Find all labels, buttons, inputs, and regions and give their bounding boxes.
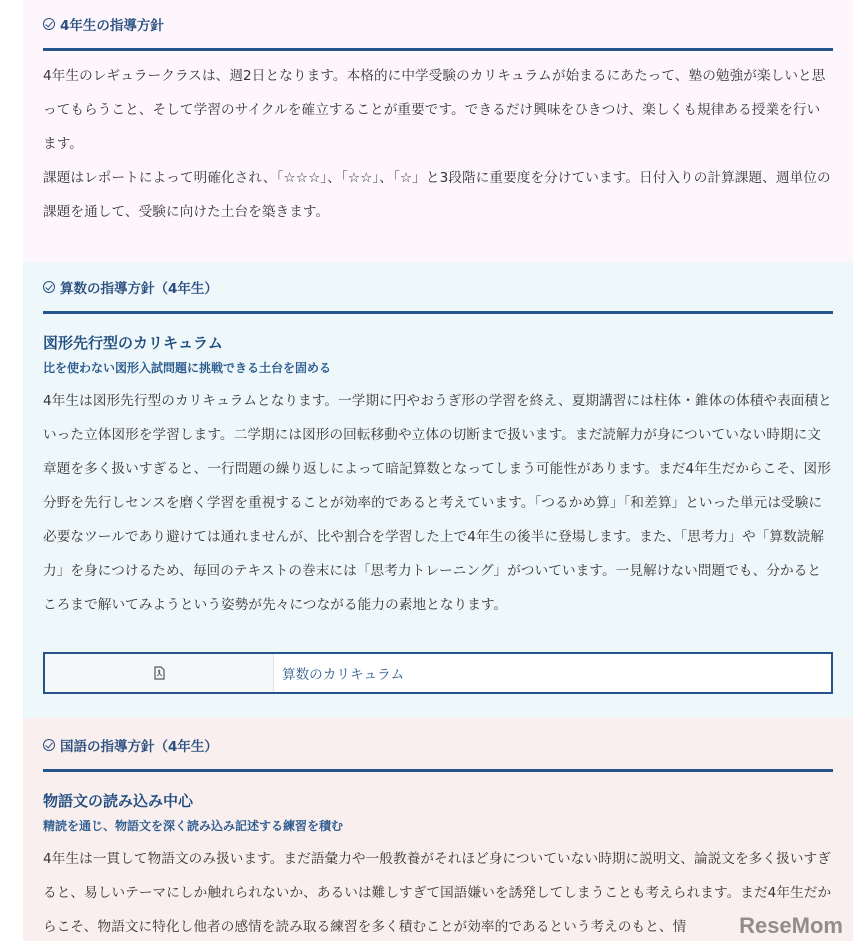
section-japanese-policy [23, 718, 853, 941]
pdf-icon-cell [45, 654, 274, 692]
attachment-label[interactable]: 算数のカリキュラム [282, 667, 405, 683]
section-grade4-policy [23, 0, 853, 262]
paragraph: 4年生のレギュラークラスは、週2日となります。本格的に中学受験のカリキュラムが始まるにあたって、塾の勉強が楽しいと思ってもらうこと、そして学習のサイクルを確立することが重要です。できるだけ興味をひきつけ、楽しくも規律ある授業を行います。 [43, 68, 826, 152]
section-heading [43, 735, 833, 755]
body-text: 4年生は一貫して物語文のみ扱います。まだ語彙力や一般教養がそれほど身についていない時期に説明文、論説文を多く扱いすぎると、易しいテーマにしか触れられないか、あるいは難しすぎて国語嫌いを誘発してしまうことも考えられます。まだ4年生だからこそ、物語文に特化し他者の感情を読み取る練習を多く積むことが効率的であるという考えのもと、情 [43, 851, 832, 935]
check-circle-icon [43, 281, 55, 293]
heading-text: 算数の指導方針（4年生） [60, 281, 218, 297]
body-text: 4年生は図形先行型のカリキュラムとなります。一学期に円やおうぎ形の学習を終え、夏期講習には柱体・錐体の体積や表面積といった立体図形を学習します。二学期には図形の回転移動や立体の切断まで扱います。まだ読解力が身についていない時期に文章題を多く扱いすぎると、一行問題の繰り返しによって暗記算数となってしまう可能性があります。まだ4年生だからこそ、図形分野を先行しセンスを磨く学習を重視することが効率的であると考えています。「つるかめ算」「和差算」といった単元は受験に必要なツールであり避けては通れませんが、比や割合を学習した上で4年生の後半に登場します。また、「思考力」や「算数読解力」を身につけるため、毎回のテキストの巻末には「思考力トレーニング」がついています。一見解けない問題でも、分かるところまで解いてみようという姿勢が先々につながる能力の素地となります。 [43, 393, 832, 613]
heading-rule [43, 311, 833, 314]
pdf-file-icon [154, 666, 165, 680]
check-circle-icon [43, 18, 55, 30]
paragraph: 課題はレポートによって明確化され、「☆☆☆」、「☆☆」、「☆」と3段階に重要度を分けています。日付入りの計算課題、週単位の課題を通して、受験に向けた土台を築きます。 [43, 170, 831, 220]
lead-text: 比を使わない図形入試問題に挑戦できる土台を固める [43, 361, 332, 375]
watermark-logo: ReseMom [739, 913, 843, 938]
check-circle-icon [43, 739, 55, 751]
subheading: 図形先行型のカリキュラム [43, 334, 223, 352]
section-math-policy [23, 262, 853, 718]
section-heading [43, 14, 833, 34]
heading-text: 国語の指導方針（4年生） [60, 739, 218, 755]
subheading: 物語文の読み込み中心 [43, 792, 194, 810]
lead-text: 精読を通じ、物語文を深く読み込み記述する練習を積む [43, 819, 344, 833]
heading-text: 4年生の指導方針 [60, 18, 164, 34]
pdf-attachment-link[interactable] [43, 652, 833, 694]
section-heading [43, 277, 833, 297]
heading-rule [43, 769, 833, 772]
heading-rule [43, 48, 833, 51]
